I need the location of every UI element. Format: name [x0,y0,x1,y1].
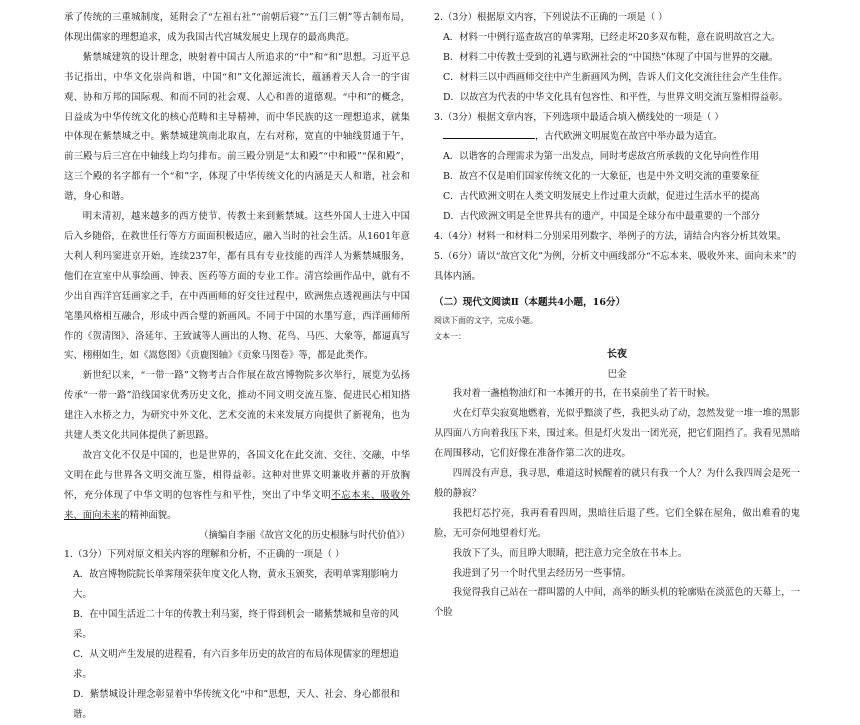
question-4: 4.（4分）材料一和材料二分别采用列数字、举例子的方法，请结合内容分析其效果。 [434,230,787,242]
question-1-option-d: D．紫禁城设计理念彰显着中华传统文化“中和”思想，天人、社会、身心都很和谐。 [73,688,400,720]
body-paragraph: 明末清初，越来越多的西方使节、传教士来到紫禁城。这些外国人士进入中国后入乡随俗，在救世任行等方方面面积极适应，融入当时的社会生活。从1601年意大利人利玛窦进京开始，连续237年，都有具有专业技能的西洋人为紫禁城服务，他们在宣室中从事绘画、钟表、医药等方面的专业工作。清宫绘画作品中，就有不少出自西洋宫廷画家之手，在中西画师的好交往过程中，欧洲焦点透视画法与中国笔墨风格相互融合，形成中西合璧的新画风。不同于中国的水墨写意，西洋画师所作的《贺清图》、洛延年、王致诚等人画出的人物、花鸟、马匹、大象等，都逼真写实、栩栩如生，如《嵩悠图》《贡鹿图轴》《贡象马图卷》等，都是此类作。 [64,211,410,362]
question-3-option-c: C．古代欧洲文明在人类文明发展史上作过重大贡献，促进过生活水平的提高 [443,191,760,203]
question-3-stem: 3.（3分）根据文章内容，下列选项中最适合填入横线处的一项是（ ） [434,111,724,123]
question-3-option-b: B．故宫不仅是咱们国家传统文化的一大象征，也是中外文明交流的重要象征 [443,171,760,183]
story-paragraph: 我觉得我自己站在一群叫嚣的人中间，高举的断头机的轮廓贴在淡蓝色的天幕上，一个脸 [434,587,800,619]
question-5: 5.（6分）请以“故宫文化”为例，分析文中画线部分“不忘本来、吸收外来、面向未来”的具体内涵。 [434,250,797,282]
question-2-stem: 2.（3分）根据原文内容，下列说法不正确的一项是（ ） [434,12,668,23]
body-paragraph: 承了传统的三重城制度，延附会了“左祖右社”“前朝后寝”“五门三朝”等古制布局，体现出儒家的理想追求，成为我国古代宫城发展史上现存的最高典范。 [64,12,410,43]
question-2-option-c: C．材料三以中西画师交往中产生新画风为例，告诉人们文化交流往往会产生佳作。 [443,71,788,83]
story-title: 长夜 [607,348,627,360]
question-2-option-a: A．材料一中例行巡查故宫的单霁翔，已经走坏20多双布鞋，意在说明故宫之大。 [443,31,781,43]
story-author: 巴金 [607,368,627,380]
question-1-option-c: C．从文明产生发展的进程看，有六百多年历史的故宫的布局体现儒家的理想追求。 [73,649,399,680]
final-paragraph-text: 故宫文化不仅是中国的，也是世界的，各国文化在此交流、交往、交融，中华文明在此与世界各文明交流互鉴，相得益彰。这种对世界文明兼收并蓄的开放胸怀，充分体现了中华文明的包容性与和平性，突出了中华文明 [64,449,410,501]
question-1-option-a: A．故宫博物院院长单霁翔荣获年度文化人物，黄永玉颁奖，表明单霁翔影响力大。 [73,569,399,601]
story-paragraph: 我放下了头，而且睁大眼睛，把注意力完全放在书本上。 [452,547,688,559]
body-paragraph-final [64,446,410,526]
story-paragraph: 我进到了另一个时代里去经历另一些事情。 [452,567,631,579]
right-column [434,8,800,623]
source-citation: （摘编自李丽《故宫文化的历史根脉与时代价值》） [199,529,410,541]
question-3-option-d: D．古代欧洲文明是全世界共有的遗产，中国是全球分布中最重要的一个部分 [443,211,760,223]
instructions: 阅读下面的文字，完成小题。 [434,315,538,325]
answer-blank [443,129,535,139]
underlined-phrase: 不忘本来、吸收外来、面向未来 [64,489,410,521]
question-2-option-b: B．材料二中传教士受到的礼遇与欧洲社会的“中国热”体现了中国与世界的交融。 [443,51,779,63]
question-1-stem: 1.（3分）下列对原文相关内容的理解和分析，不正确的一项是（ ） [64,549,345,561]
question-3-option-a: A．以谐客的合理需求为第一出发点，同时考虑故宫所承载的文化导向性作用 [443,151,760,163]
question-2-option-d: D．以故宫为代表的中华文化具有包容性、和平性，与世界文明交流互鉴相得益彰。 [443,91,789,103]
story-paragraph: 四周没有声息，我寻思，难道这时候醒着的就只有我一个人？为什么我四周会是死一般的静寂？ [434,468,800,499]
story-paragraph: 我把灯芯拧亮，我再看看四周，黑暗往后退了些。它们全躲在屋角，做出难看的鬼脸，无可奈何地望着灯光。 [434,507,800,539]
question-1-option-b: B．在中国生活近二十年的传教士利马窦，终于得到机会一睹紫禁城和皇帝的风采。 [73,609,399,641]
body-paragraph: 新世纪以来，“一带一路”文物考古合作展在故宫博物院多次举行，展览为弘扬传承“一带一路”沿线国家优秀历史文化，推动不同文明交流互鉴、促进民心相知搭建注入水桥之力，为研究中外文化、艺术交流的未来发展方向提供了新视角，也为共建人类文化共同体提供了新思路。 [64,370,410,442]
final-paragraph-end: 的精神面貌。 [120,509,177,521]
left-column [64,8,410,725]
blank-tail-text: ，古代欧洲文明展览在故宫中举办最为适宜。 [535,131,723,143]
text-label: 文本一： [434,331,466,341]
story-paragraph: 我对着一盏植物油灯和一本摊开的书，在书桌前坐了若干时候。 [452,388,716,400]
question-3-blank-line [443,127,800,147]
section-title: （二）现代文阅读Ⅱ（本题共4小题，16分） [434,296,626,308]
story-paragraph: 火在灯草尖寂寞地燃着，光似乎黯淡了些，我把头动了动，忽然发觉一堆一堆的黑影从四面八方向着我压下来，围过来。但是灯火发出一团光亮，把它们阻挡了。我看见黑暗在周围移动，它们好像在准备作第二次的进攻。 [434,408,800,460]
body-paragraph: 紫禁城建筑的设计理念，映射着中国古人所追求的“中”和“和”思想。习近平总书记指出，中华文化崇尚和谐，中国“和”文化源远流长，蕴涵着天人合一的宇宙观、协和万邦的国际观、和而不同的社会观、人心和善的道德观。“中和”的概念，日益成为中华传统文化的核心范畴和主导精神，而中华民族的这一理想追求，就集中体现在紫禁城之中。紫禁城建筑南北取直，左右对称，宽直的中轴线贯通于午，前三殿与后三宫在中轴线上均匀排布。前三殿分别是“太和殿”“中和殿”“保和殿”，这三个殿的名字都有一个“和”字，体现了中华传统文化的内涵是天人和谐，社会和谐，身心和谐。 [64,51,410,203]
